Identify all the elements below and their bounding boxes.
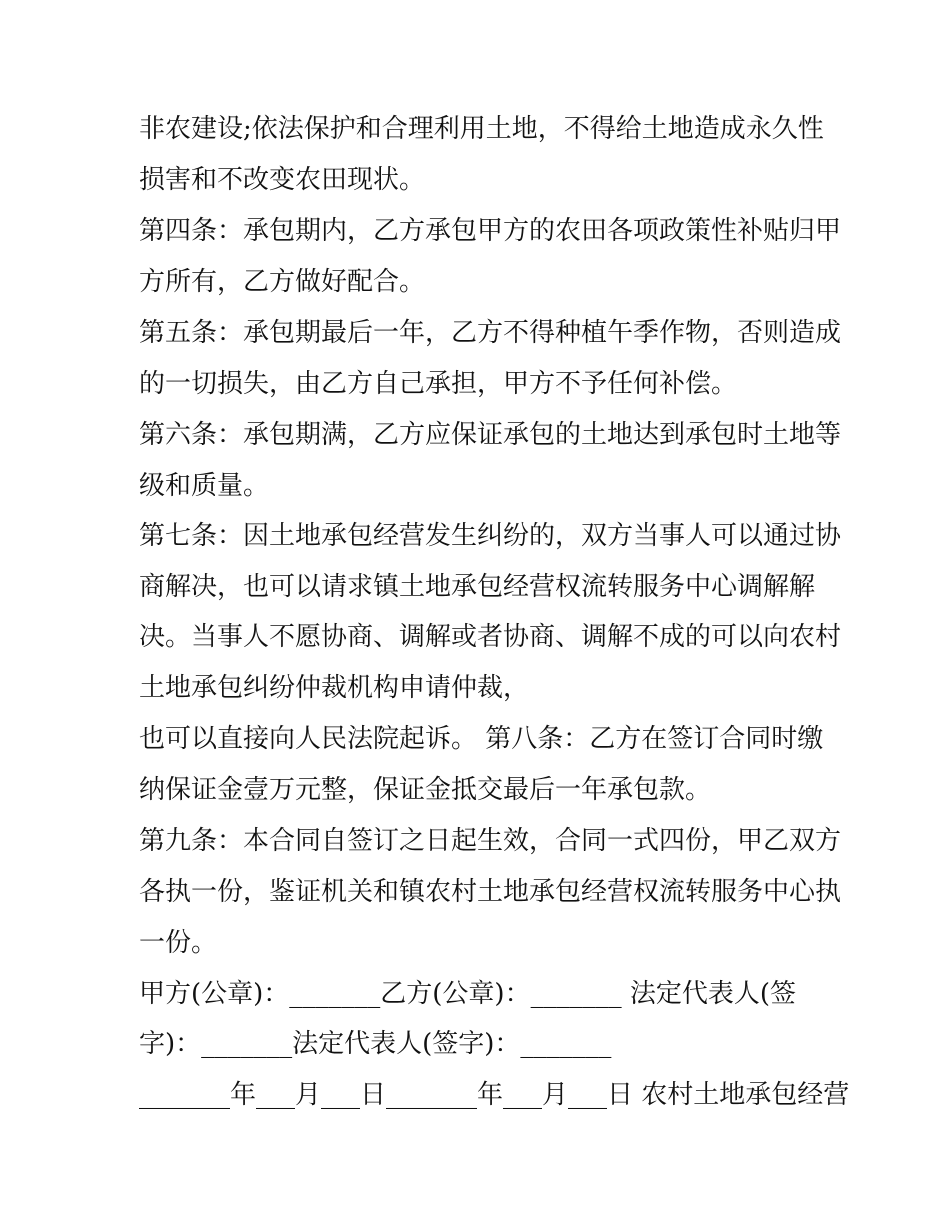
text-line: 方所有，乙方做好配合。 [139,267,426,297]
text-line: 第六条：承包期满，乙方应保证承包的土地达到承包时土地等 [139,420,842,450]
date-line: _______年___月___日_______年___月___日 农村土地承包经营 [139,1080,850,1110]
text-line: 也可以直接向人民法院起诉。 第八条：乙方在签订合同时缴 [139,724,824,754]
text-line: 的一切损失，由乙方自己承担，甲方不予任何补偿。 [139,369,738,399]
text-line: 级和质量。 [139,471,270,501]
text-line: 非农建设;依法保护和合理利用土地，不得给土地造成永久性 [139,114,824,144]
text-line: 一份。 [139,928,218,958]
text-line: 商解决，也可以请求镇土地承包经营权流转服务中心调解解 [139,572,816,602]
text-line: 第五条：承包期最后一年，乙方不得种植午季作物，否则造成 [139,318,842,348]
text-line: 损害和不改变农田现状。 [139,165,426,195]
text-line: 各执一份，鉴证机关和镇农村土地承包经营权流转服务中心执 [139,877,842,907]
text-line: 纳保证金壹万元整，保证金抵交最后一年承包款。 [139,775,712,805]
text-line: 第七条：因土地承包经营发生纠纷的，双方当事人可以通过协 [139,521,842,551]
signature-line: 甲方(公章)：_______乙方(公章)：_______ 法定代表人(签 [139,979,796,1009]
text-line: 第九条：本合同自签订之日起生效，合同一式四份，甲乙双方 [139,826,842,856]
text-line: 第四条：承包期内，乙方承包甲方的农田各项政策性补贴归甲 [139,216,842,246]
signature-line: 字)：_______法定代表人(签字)：_______ [139,1029,612,1059]
text-line: 土地承包纠纷仲裁机构申请仲裁， [139,673,530,703]
text-line: 决。当事人不愿协商、调解或者协商、调解不成的可以向农村 [139,622,842,652]
